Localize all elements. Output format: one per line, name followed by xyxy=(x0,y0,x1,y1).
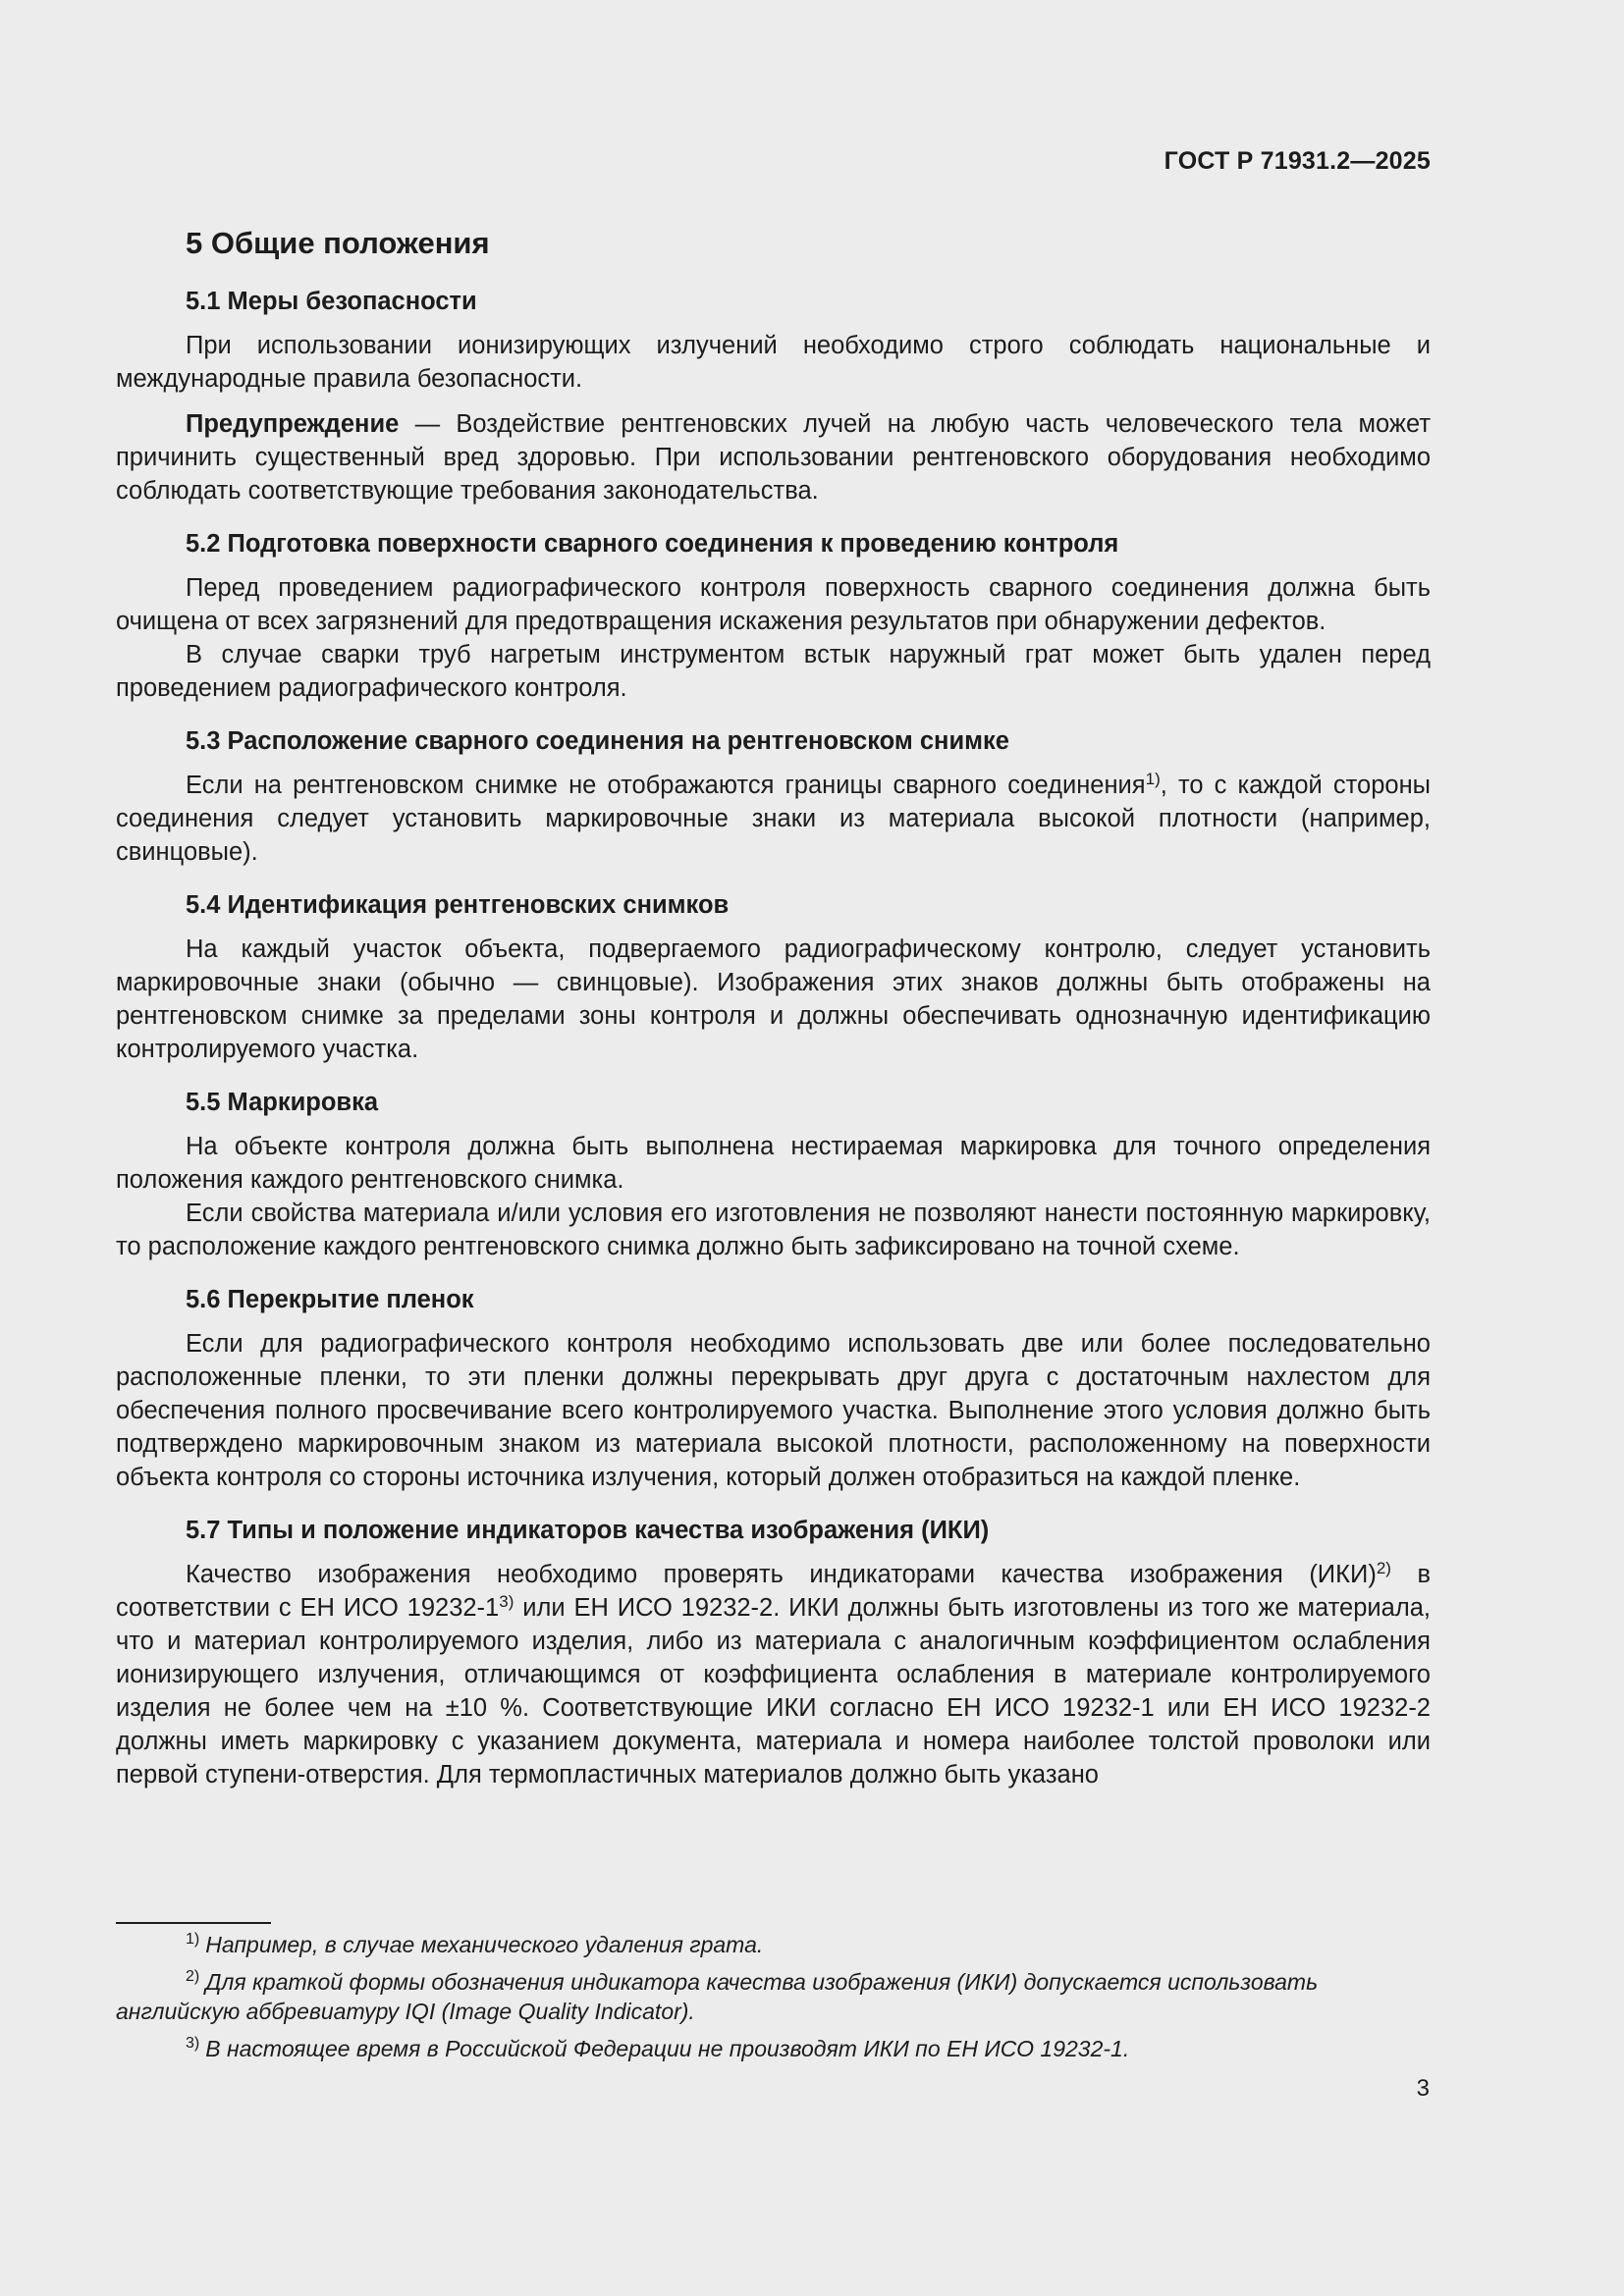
paragraph-5-5-1: На объекте контроля должна быть выполнена нестираемая маркировка для точного определения положения каждого рентгеновского снимка. xyxy=(116,1133,1431,1194)
paragraph-5-4-1: На каждый участок объекта, подвергаемого радиографическому контролю, следует установить маркировочные знаки (обычно — свинцовые). Изображения этих знаков должны быть отображены на рентгеновском снимке за пределами зоны контроля и должны обеспечивать однозначную идентификацию контролируемого участка. xyxy=(116,935,1431,1063)
subsection-title-5-4: 5.4 Идентификация рентгеновских снимков xyxy=(186,891,730,919)
paragraph-5-7-1-part-b: в соответствии с ЕН ИСО 19232-1 xyxy=(116,1561,1431,1622)
paragraph-5-2-1: Перед проведением радиографического контроля поверхность сварного соединения должна быть очищена от всех загрязнений для предотвращения искажения результатов при обнаружении дефектов. xyxy=(116,574,1431,635)
footnote-text: В настоящее время в Российской Федерации не производят ИКИ по ЕН ИСО 19232-1. xyxy=(205,2036,1130,2061)
footnote-text: Для краткой формы обозначения индикатора качества изображения (ИКИ) допускается использовать английскую аббревиатуру IQI (Image Quality Indicator). xyxy=(116,1969,1319,2024)
paragraph-5-3-1-part-b: , то с каждой стороны соединения следует установить маркировочные знаки из материала высокой плотности (например, свинцовые). xyxy=(116,772,1432,866)
paragraph-5-7-1-part-c: или ЕН ИСО 19232-2. ИКИ должны быть изготовлены из того же материала, что и материал контролируемого изделия, либо из материала с аналогичным коэффициентом ослабления ионизирующего излучения, отличающимся от коэффициента ослабления в материале контролируемого изделия не более чем на ±10 %. Соответствующие ИКИ согласно ЕН ИСО 19232-1 или ЕН ИСО 19232-2 должны иметь маркировку с указанием документа, материала и номера наиболее толстой проволоки или первой ступени-отверстия. Для термопластичных материалов должно быть указано xyxy=(116,1594,1431,1789)
footnote-1 xyxy=(116,1930,1431,1959)
footnote-separator xyxy=(116,1922,271,1924)
paragraph-5-3-1 xyxy=(116,769,1431,869)
footnote-ref-2: 2) xyxy=(1376,1559,1391,1577)
paragraph-5-3-1-part-a: Если на рентгеновском снимке не отображаются границы сварного соединения xyxy=(186,772,1146,799)
paragraph-5-5-2: Если свойства материала и/или условия его изготовления не позволяют нанести постоянную маркировку, то расположение каждого рентгеновского снимка должно быть зафиксировано на точной схеме. xyxy=(116,1200,1431,1260)
subsection-title-5-2: 5.2 Подготовка поверхности сварного соединения к проведению контроля xyxy=(186,530,1119,558)
subsection-title-5-3: 5.3 Расположение сварного соединения на рентгеновском снимке xyxy=(186,727,1009,755)
footnote-3 xyxy=(116,2034,1431,2063)
paragraph-5-7-1-part-a: Качество изображения необходимо проверять индикаторами качества изображения (ИКИ) xyxy=(186,1561,1377,1588)
warning-text: — Воздействие рентгеновских лучей на любую часть человеческого тела может причинить существенный вред здоровью. При использовании рентгеновского оборудования необходимо соблюдать соответствующие требования законодательства. xyxy=(116,410,1431,505)
paragraph-5-1-1: При использовании ионизирующих излучений необходимо строго соблюдать национальные и международные правила безопасности. xyxy=(116,332,1431,393)
footnote-2 xyxy=(116,1967,1431,2026)
main-content xyxy=(116,224,1431,1791)
footnote-text: Например, в случае механического удаления грата. xyxy=(205,1932,764,1957)
paragraph-5-6-1: Если для радиографического контроля необходимо использовать две или более последовательно расположенные пленки, то эти пленки должны перекрывать друг друга с достаточным нахлестом для обеспечения полного просвечивание всего контролируемого участка. Выполнение этого условия должно быть подтверждено маркировочным знаком из материала высокой плотности, расположенному на поверхности объекта контроля со стороны источника излучения, который должен отобразиться на каждой пленке. xyxy=(116,1330,1431,1491)
warning-label: Предупреждение xyxy=(186,410,400,438)
section-title: 5 Общие положения xyxy=(186,226,490,260)
footnotes xyxy=(116,1930,1431,2071)
warning-paragraph xyxy=(116,407,1431,507)
footnote-mark: 1) xyxy=(186,1931,200,1948)
subsection-title-5-7: 5.7 Типы и положение индикаторов качества изображения (ИКИ) xyxy=(186,1517,990,1544)
footnote-ref-3: 3) xyxy=(499,1592,514,1611)
subsection-title-5-1: 5.1 Меры безопасности xyxy=(186,288,477,315)
paragraph-5-7-1 xyxy=(116,1558,1431,1791)
page-number: 3 xyxy=(1416,2075,1430,2102)
document-number-header: ГОСТ Р 71931.2—2025 xyxy=(1164,147,1431,175)
subsection-title-5-5: 5.5 Маркировка xyxy=(186,1089,379,1116)
footnote-mark: 3) xyxy=(186,2035,200,2052)
footnote-ref-1: 1) xyxy=(1145,770,1161,788)
subsection-title-5-6: 5.6 Перекрытие пленок xyxy=(186,1286,474,1313)
paragraph-5-2-2: В случае сварки труб нагретым инструментом встык наружный грат может быть удален перед проведением радиографического контроля. xyxy=(116,641,1431,702)
footnote-mark: 2) xyxy=(186,1968,200,1985)
